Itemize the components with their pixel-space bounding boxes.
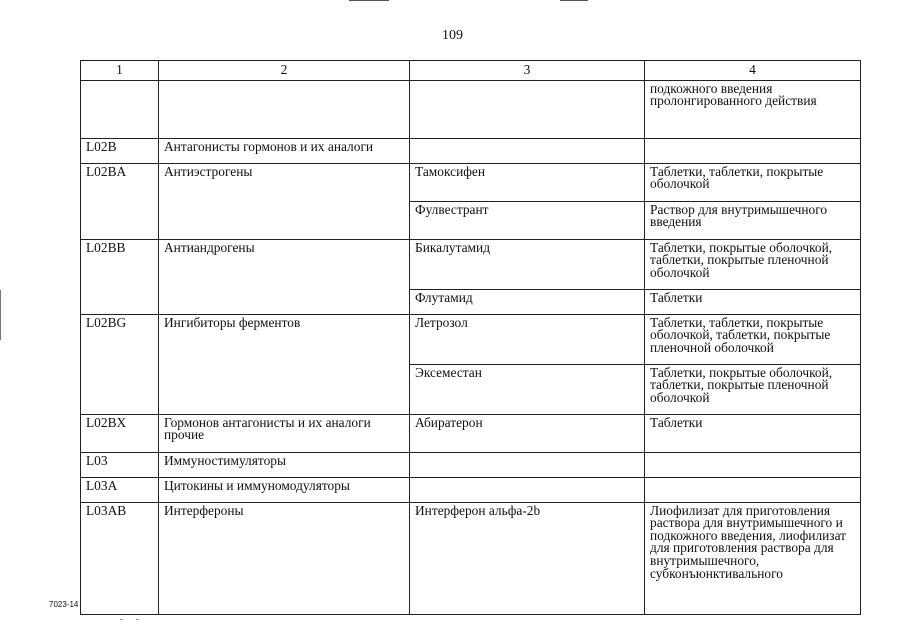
group-cell: Интерфероны <box>159 502 410 614</box>
drug-cell <box>410 452 645 477</box>
dosage-form-cell: Таблетки, таблетки, покрытые оболочкой, таблетки, покрытые пленочной оболочкой <box>645 314 861 364</box>
group-cell: Ингибиторы ферментов <box>159 314 410 414</box>
scan-edge-mark <box>0 290 1 340</box>
dosage-form-cell <box>645 477 861 502</box>
footer-code: 7023-14 <box>49 600 79 609</box>
table-row <box>81 163 861 201</box>
drug-cell: Флутамид <box>410 289 645 314</box>
atc-code-cell: L02BA <box>81 163 159 239</box>
table-row <box>81 138 861 163</box>
medication-table <box>80 60 861 615</box>
scan-edge-mark <box>560 0 588 1</box>
scan-speck <box>120 619 123 620</box>
dosage-form-cell: Таблетки, покрытые оболочкой, таблетки, покрытые пленочной оболочкой <box>645 239 861 289</box>
column-header: 2 <box>159 61 410 81</box>
atc-code-cell: L02BB <box>81 239 159 314</box>
drug-cell <box>410 138 645 163</box>
dosage-form-cell: Лиофилизат для приготовления раствора для внутримышечного и подкожного введения, лиофилизат для приготовления раствора для внутримышечного, субконъюнктивального <box>645 502 861 614</box>
table-row <box>81 414 861 452</box>
drug-cell: Бикалутамид <box>410 239 645 289</box>
atc-code-cell: L03 <box>81 452 159 477</box>
drug-cell: Абиратерон <box>410 414 645 452</box>
group-cell: Гормонов антагонисты и их аналоги прочие <box>159 414 410 452</box>
scan-speck <box>136 619 139 620</box>
column-header: 4 <box>645 61 861 81</box>
group-cell <box>159 80 410 138</box>
atc-code-cell: L02BX <box>81 414 159 452</box>
dosage-form-cell: подкожного введения пролонгированного действия <box>645 80 861 138</box>
dosage-form-cell: Таблетки, таблетки, покрытые оболочкой <box>645 163 861 201</box>
table-row <box>81 502 861 614</box>
table-row <box>81 239 861 289</box>
atc-code-cell: L02BG <box>81 314 159 414</box>
scan-edge-mark <box>349 0 389 1</box>
drug-cell <box>410 477 645 502</box>
drug-cell: Летрозол <box>410 314 645 364</box>
drug-cell: Тамоксифен <box>410 163 645 201</box>
table-row <box>81 452 861 477</box>
group-cell: Антиэстрогены <box>159 163 410 239</box>
dosage-form-cell: Таблетки, покрытые оболочкой, таблетки, покрытые пленочной оболочкой <box>645 364 861 414</box>
table-row <box>81 314 861 364</box>
drug-cell: Фулвестрант <box>410 201 645 239</box>
dosage-form-cell: Таблетки <box>645 289 861 314</box>
atc-code-cell: L03A <box>81 477 159 502</box>
table-header-row <box>81 61 861 81</box>
dosage-form-cell: Раствор для внутримышечного введения <box>645 201 861 239</box>
atc-code-cell: L03AB <box>81 502 159 614</box>
dosage-form-cell <box>645 138 861 163</box>
page-number: 109 <box>442 28 463 43</box>
drug-cell <box>410 80 645 138</box>
group-cell: Антагонисты гормонов и их аналоги <box>159 138 410 163</box>
column-header: 3 <box>410 61 645 81</box>
group-cell: Антиандрогены <box>159 239 410 314</box>
table-row <box>81 477 861 502</box>
column-header: 1 <box>81 61 159 81</box>
group-cell: Цитокины и иммуномодуляторы <box>159 477 410 502</box>
drug-cell: Эксеместан <box>410 364 645 414</box>
atc-code-cell: L02B <box>81 138 159 163</box>
dosage-form-cell <box>645 452 861 477</box>
table-row <box>81 80 861 138</box>
atc-code-cell <box>81 80 159 138</box>
group-cell: Иммуностимуляторы <box>159 452 410 477</box>
drug-cell: Интерферон альфа-2b <box>410 502 645 614</box>
dosage-form-cell: Таблетки <box>645 414 861 452</box>
